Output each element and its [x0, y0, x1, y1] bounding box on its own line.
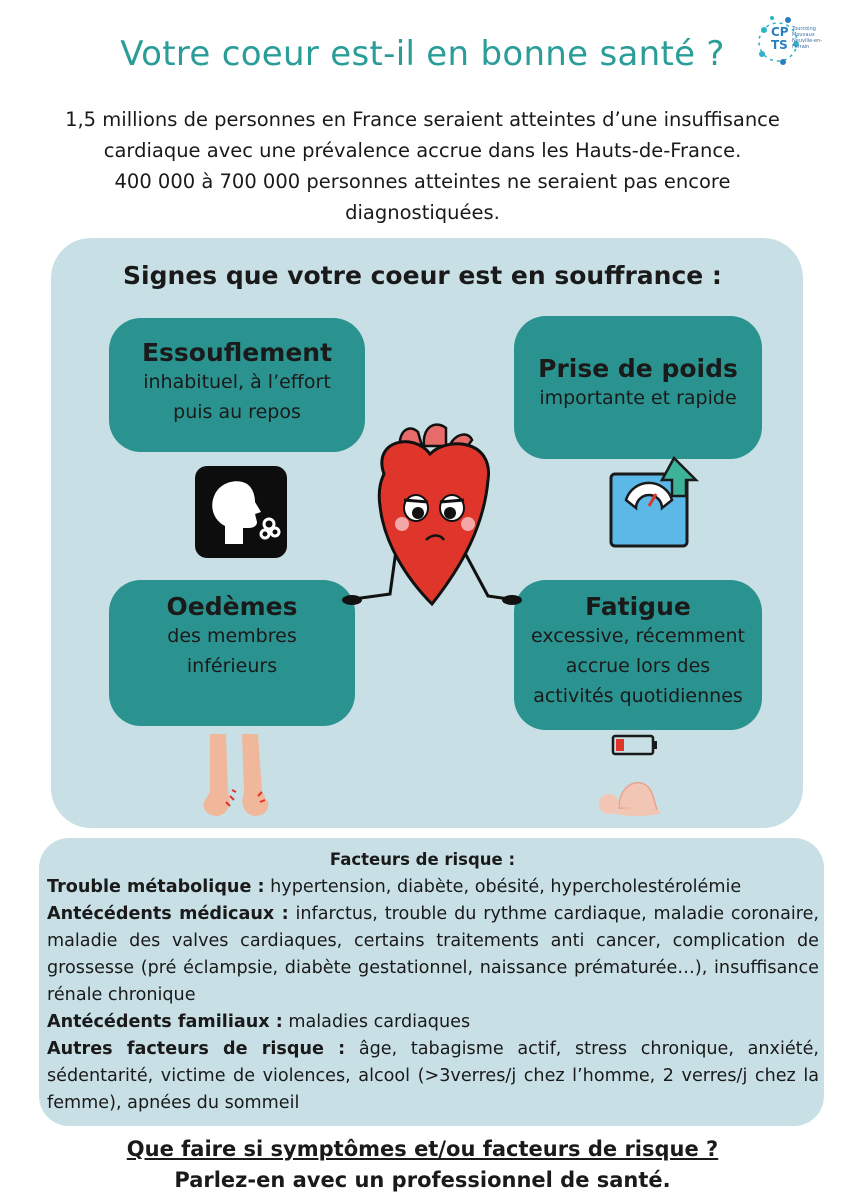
risk-item-medicaux: Antécédents médicaux : infarctus, trouble du rythme cardiaque, maladie coronaire, maladie des valves cardiaques, certains traitements anti cancer, complication de grossesse (pré éclampsie, diabète gestationnel, naissance prématurée…), insuffisance rénale chronique	[47, 904, 820, 1005]
call-to-action-question: Que faire si symptômes et/ou facteurs de risque ?	[126, 1137, 719, 1161]
sign-card-fatigue: Fatigue excessive, récemment accrue lors des activités quotidiennes	[514, 580, 762, 730]
signs-title: Signes que votre coeur est en souffrance :	[123, 261, 722, 290]
scale-icon	[608, 454, 706, 550]
risk-factors-title: Facteurs de risque :	[329, 850, 516, 869]
logo-text: Tourcoing Mouvaux Neuville-en-Ferrain	[792, 26, 823, 50]
risk-item-familiaux: Antécédents familiaux : maladies cardiaques	[47, 1012, 471, 1032]
sign-card-title: Essouflement	[141, 338, 333, 367]
risk-factors-list	[47, 874, 819, 1117]
sign-card-title: Prise de poids	[538, 354, 738, 383]
sign-card-title: Fatigue	[585, 592, 691, 621]
intro-text: 1,5 millions de personnes en France seraient atteintes d’une insuffisance cardiaque avec une prévalence accrue dans les Hauts-de-France. 400 000 à 700 000 personnes atteintes ne seraient pas encore diagnostiquées.	[65, 108, 780, 224]
breathless-icon	[195, 466, 287, 558]
logo-letters: CP TS	[771, 25, 789, 52]
call-to-action-answer: Parlez-en avec un professionnel de santé.	[174, 1168, 671, 1192]
sign-card-oedemes: Oedèmes des membres inférieurs	[109, 580, 355, 726]
page-title: Votre coeur est-il en bonne santé ?	[120, 34, 725, 74]
sign-card-title: Oedèmes	[166, 592, 298, 621]
risk-item-autres: Autres facteurs de risque : âge, tabagisme actif, stress chronique, anxiété, sédentarité, victime de violences, alcool (>3verres/j chez l’homme, 2 verres/j chez la femme), apnées du sommeil	[47, 1039, 819, 1113]
sad-heart-icon	[338, 416, 524, 612]
sign-card-prise-de-poids: Prise de poids importante et rapide	[514, 316, 762, 459]
risk-item-metabolique: Trouble métabolique : hypertension, diabète, obésité, hypercholestérolémie	[47, 877, 742, 897]
swollen-feet-icon	[198, 732, 274, 820]
cpts-logo	[758, 12, 838, 74]
tired-person-icon	[597, 734, 663, 816]
sign-card-essoufflement: Essouflement inhabituel, à l’effort puis au repos	[109, 318, 365, 452]
